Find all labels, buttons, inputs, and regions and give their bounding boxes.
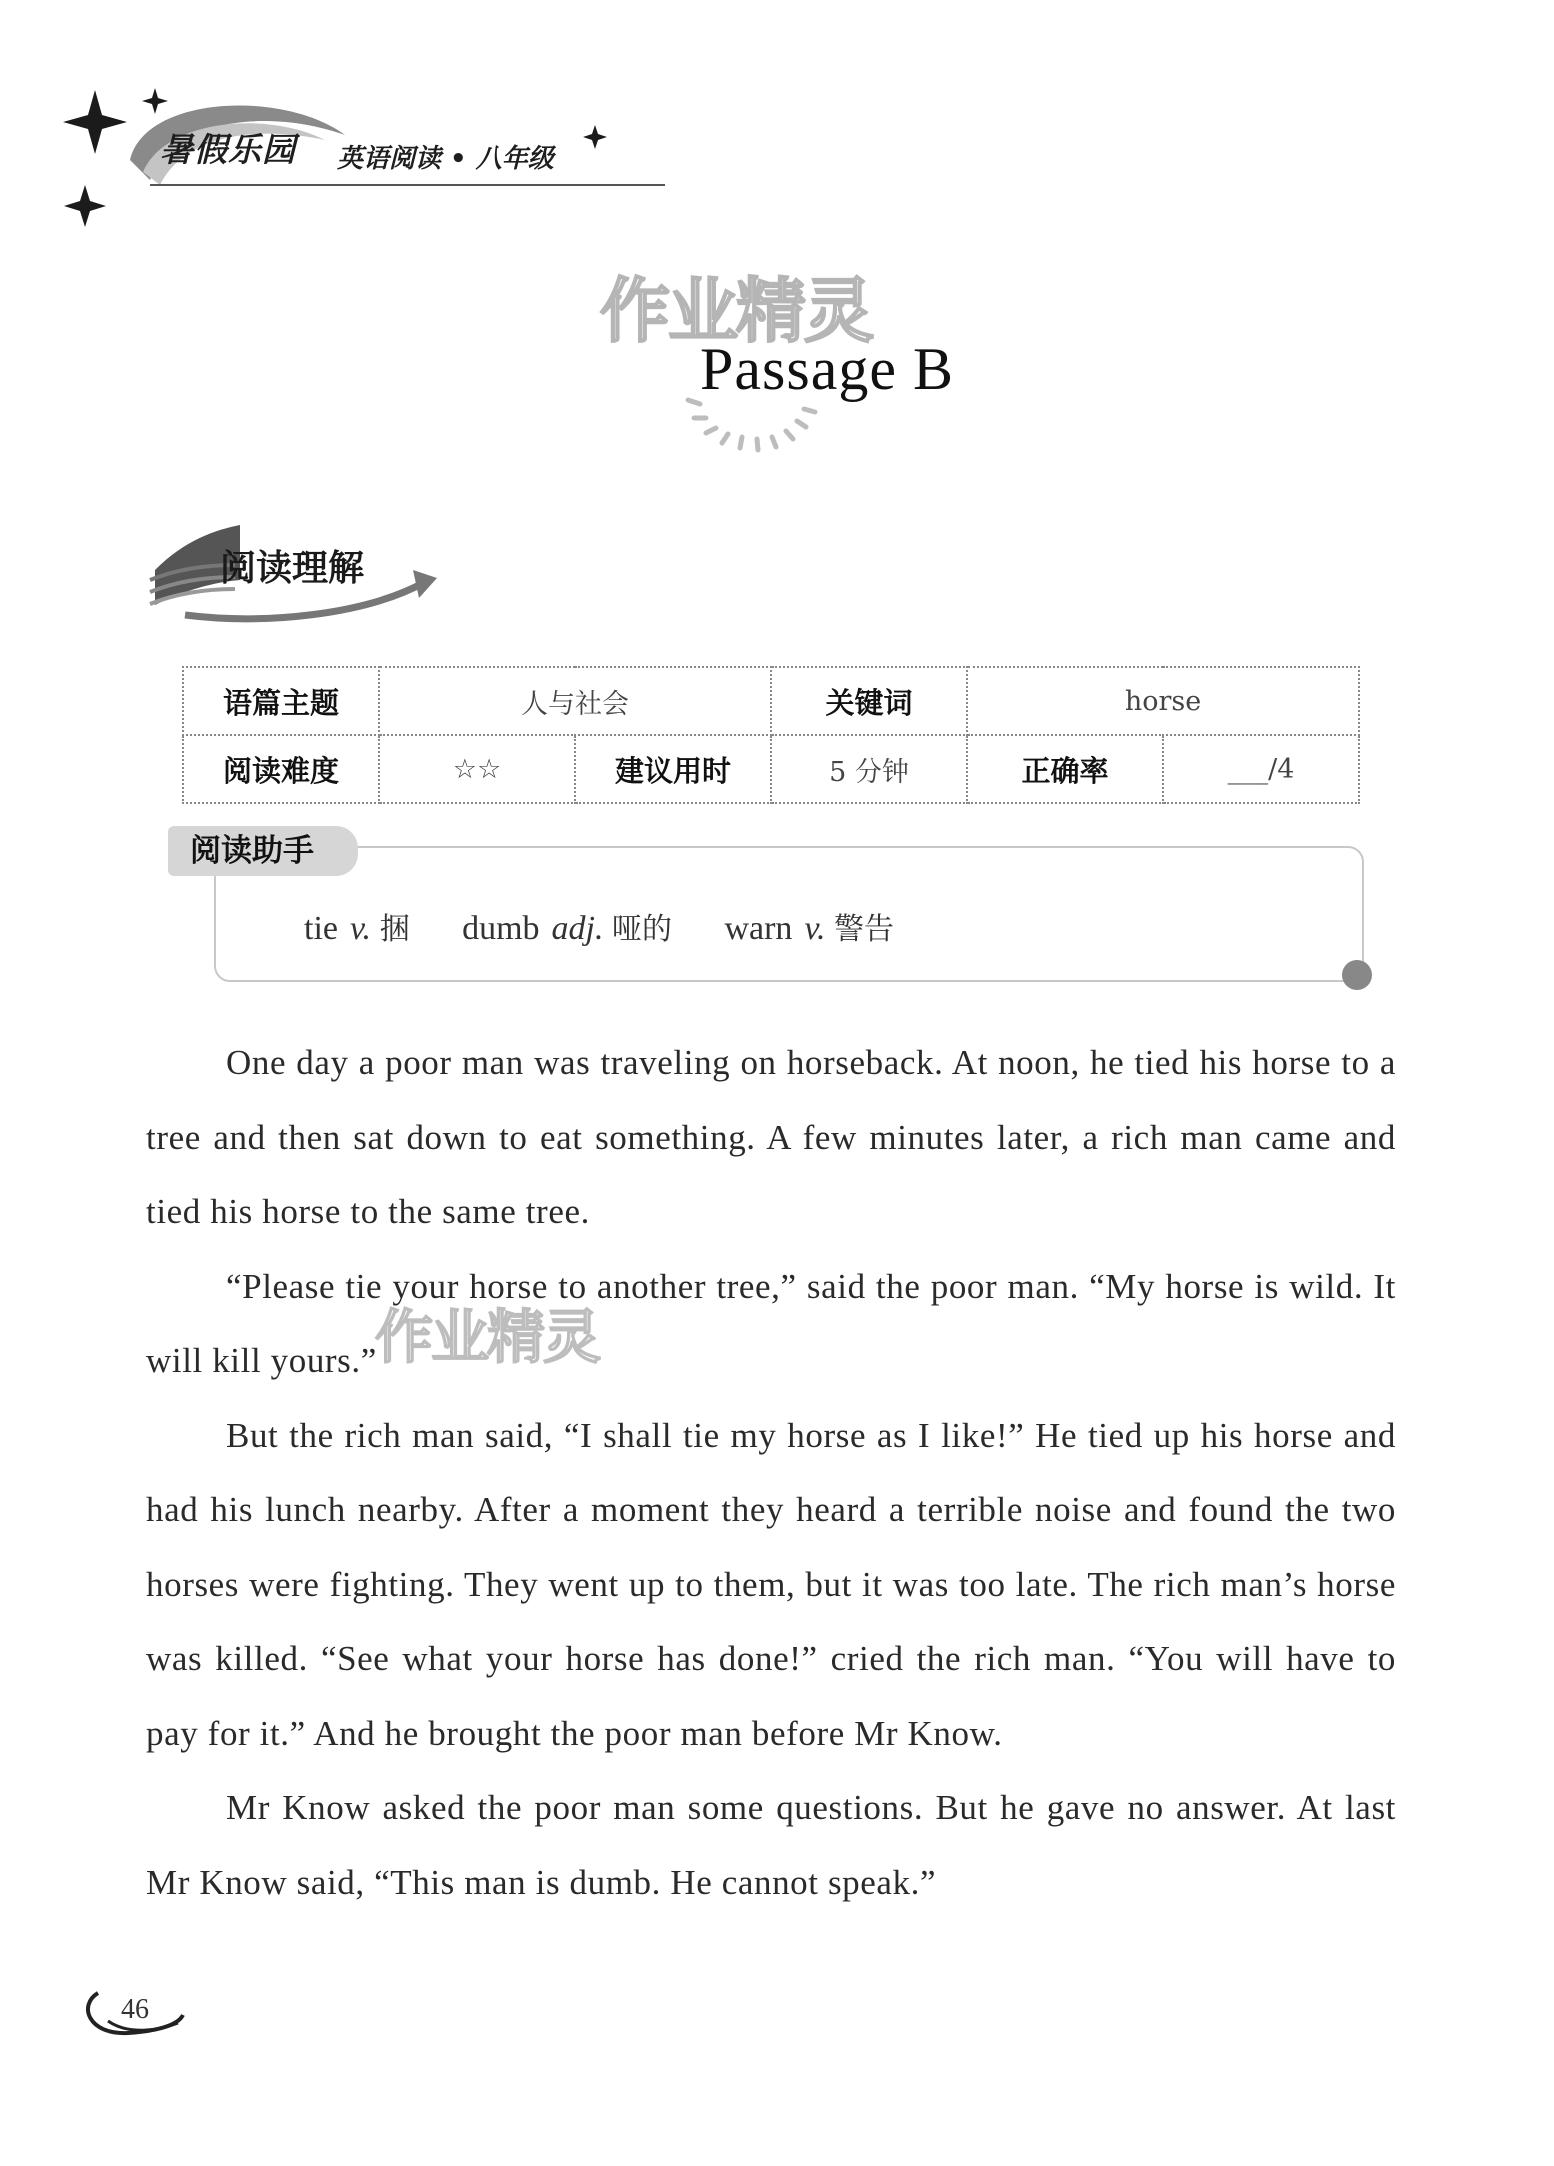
paragraph: But the rich man said, “I shall tie my horse as I like!” He tied up his horse and had his lunch nearby. After a moment they heard a terrible noise and found the two horses were fighting. They went up to them, but it was too late. The rich man’s horse was killed. “See what your horse has done!” cried the rich man. “You will have to pay for it.” And he brought the poor man before Mr Know. <box>146 1415 1396 1753</box>
table-row <box>183 667 1359 735</box>
passage-body <box>146 1026 1396 1920</box>
difficulty-label: 阅读难度 <box>183 735 379 803</box>
vocab-word: dumb <box>462 910 540 947</box>
vocab-meaning: 警告 <box>834 912 895 947</box>
difficulty-stars: ☆☆ <box>379 735 575 803</box>
keyword-value: horse <box>967 667 1359 735</box>
vocab-pos: v. <box>349 910 372 947</box>
time-label: 建议用时 <box>575 735 771 803</box>
passage-info-table <box>182 666 1360 804</box>
accuracy-label: 正确率 <box>967 735 1163 803</box>
paragraph: “Please tie your horse to another tree,” said the poor man. “My horse is wild. It will kill yours.” <box>146 1266 1396 1380</box>
page-number: 46 <box>121 1994 149 2025</box>
watermark: 作业精灵 <box>600 270 872 352</box>
vocab-meaning: 哑的 <box>611 912 672 947</box>
section-title: 阅读理解 <box>220 548 365 589</box>
accuracy-field[interactable]: ___/4 <box>1163 735 1359 803</box>
paragraph: Mr Know asked the poor man some questions. But he gave no answer. At last Mr Know said, “This man is dumb. He cannot speak.” <box>146 1788 1396 1902</box>
star-icon <box>63 90 127 154</box>
vocab-word: tie <box>304 910 338 947</box>
watermark: 作业精灵 <box>375 1303 600 1371</box>
vocab-item <box>462 910 724 947</box>
passage-title: Passage B <box>700 336 954 402</box>
header-rule <box>150 184 665 186</box>
vocab-word: warn <box>724 910 793 947</box>
vocab-item <box>724 910 938 947</box>
vocabulary-list <box>304 904 938 948</box>
vocab-pos: v. <box>804 910 826 947</box>
series-title: 暑假乐园 <box>160 130 296 169</box>
vocab-meaning: 捆 <box>379 912 410 947</box>
section-heading <box>145 520 445 635</box>
topic-value: 人与社会 <box>379 667 771 735</box>
table-row <box>183 735 1359 803</box>
star-icon <box>583 125 607 149</box>
reading-helper-label: 阅读助手 <box>168 826 358 876</box>
paragraph: One day a poor man was traveling on horseback. At noon, he tied his horse to a tree and then sat down to eat something. A few minutes later, a rich man came and tied his horse to the same tree. <box>146 1043 1396 1231</box>
vocab-item <box>304 910 462 947</box>
dot-icon <box>1342 960 1372 990</box>
keyword-label: 关键词 <box>771 667 967 735</box>
vocab-pos: adj. <box>551 910 604 947</box>
page-header <box>55 80 635 240</box>
star-icon <box>64 185 106 227</box>
star-icon <box>142 88 168 114</box>
topic-label: 语篇主题 <box>183 667 379 735</box>
time-value: 5 分钟 <box>771 735 967 803</box>
series-subtitle: 英语阅读 • 八年级 <box>337 144 554 174</box>
